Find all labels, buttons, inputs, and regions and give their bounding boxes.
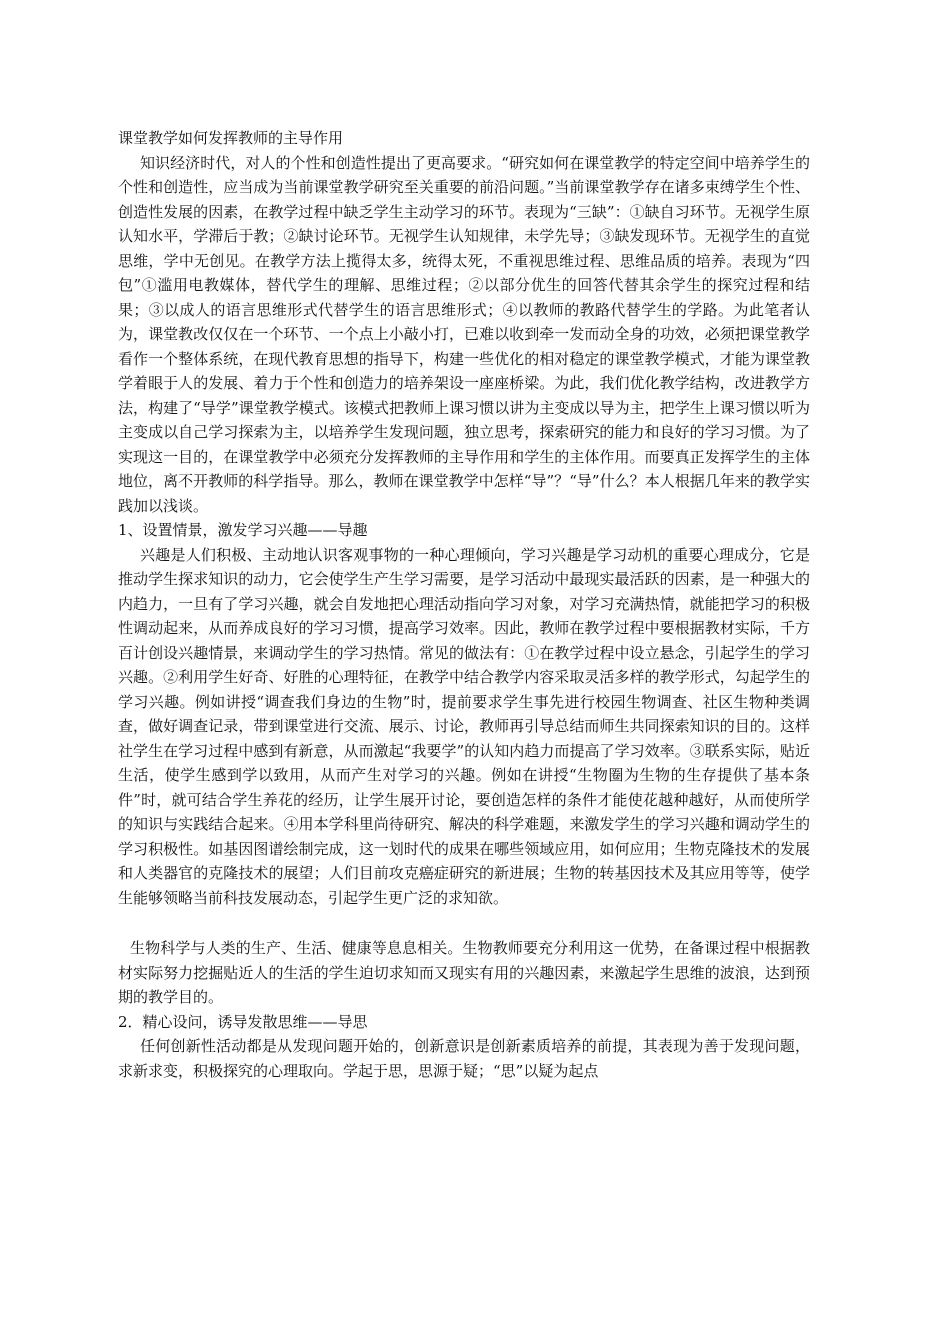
document-title: 课堂教学如何发挥教师的主导作用: [118, 129, 344, 147]
section-2-paragraph-1: 任何创新性活动都是从发现问题开始的，创新意识是创新素质培养的前提，其表现为善于发现问题，求新求变，积极探究的心理取向。学起于思，思源于疑；“思”以疑为起点: [118, 1037, 810, 1080]
document-body: [118, 126, 810, 1083]
intro-paragraph: 知识经济时代，对人的个性和创造性提出了更高要求。“研究如何在课堂教学的特定空间中培养学生的个性和创造性，应当成为当前课堂教学研究至关重要的前沿问题。”当前课堂教学存在诸多束缚学生个性、创造性发展的因素，在教学过程中缺乏学生主动学习的环节。表现为“三缺”：①缺自习环节。无视学生原认知水平，学滞后于教；②缺讨论环节。无视学生认知规律，未学先导；③缺发现环节。无视学生的直觉思维，学中无创见。在教学方法上揽得太多，统得太死，不重视思维过程、思维品质的培养。表现为“四包”①滥用电教媒体，替代学生的理解、思维过程；②以部分优生的回答代替其余学生的探究过程和结果；③以成人的语言思维形式代替学生的语言思维形式；④以教师的教路代替学生的学路。为此笔者认为，课堂教改仅仅在一个环节、一个点上小敲小打，已难以收到牵一发而动全身的功效，必须把课堂教学看作一个整体系统，在现代教育思想的指导下，构建一些优化的相对稳定的课堂教学模式，才能为课堂教学着眼于人的发展、着力于个性和创造力的培养架设一座座桥梁。为此，我们优化教学结构，改进教学方法，构建了“导学”课堂教学模式。该模式把教师上课习惯以讲为主变成以导为主，把学生上课习惯以听为主变成以自己学习探索为主，以培养学生发现问题，独立思考，探索研究的能力和良好的学习习惯。为了实现这一目的，在课堂教学中必须充分发挥教师的主导作用和学生的主体作用。而要真正发挥学生的主体地位，离不开教师的科学指导。那么，教师在课堂教学中怎样“导”？“导”什么？本人根据几年来的教学实践加以浅谈。: [118, 153, 810, 515]
section-2-heading: 2．精心设问，诱导发散思维——导思: [118, 1012, 368, 1031]
paragraph-gap: [118, 910, 810, 936]
section-1-paragraph-2: 生物科学与人类的生产、生活、健康等息息相关。生物教师要充分利用这一优势，在备课过程中根据教材实际努力挖掘贴近人的生活的学生迫切求知而又现实有用的兴趣因素，来激起学生思维的波浪，达到预期的教学目的。: [118, 939, 810, 1006]
section-1-heading: 1、设置情景，激发学习兴趣——导趣: [118, 521, 368, 539]
section-1-paragraph-1: 兴趣是人们积极、主动地认识客观事物的一种心理倾向，学习兴趣是学习动机的重要心理成分，它是推动学生探求知识的动力，它会使学生产生学习需要，是学习活动中最现实最活跃的因素，是一种强大的内趋力，一旦有了学习兴趣，就会自发地把心理活动指向学习对象，对学习充满热情，就能把学习的积极性调动起来，从而养成良好的学习习惯，提高学习效率。因此，教师在教学过程中要根据教材实际，千方百计创设兴趣情景，来调动学生的学习热情。常见的做法有：①在教学过程中设立悬念，引起学生的学习兴趣。②利用学生好奇、好胜的心理特征，在教学中结合教学内容采取灵活多样的教学形式，勾起学生的学习兴趣。例如讲授“调查我们身边的生物”时，提前要求学生事先进行校园生物调查、社区生物种类调查，做好调查记录，带到课堂进行交流、展示、讨论，教师再引导总结而师生共同探索知识的目的。这样社学生在学习过程中感到有新意，从而激起“我要学”的认知内趋力而提高了学习效率。③联系实际，贴近生活，使学生感到学以致用，从而产生对学习的兴趣。例如在讲授“生物圈为生物的生存提供了基本条件”时，就可结合学生养花的经历，让学生展开讨论，要创造怎样的条件才能使花越种越好，从而使所学的知识与实践结合起来。④用本学科里尚待研究、解决的科学难题，来激发学生的学习兴趣和调动学生的学习积极性。如基因图谱绘制完成，这一划时代的成果在哪些领域应用，如何应用；生物克隆技术的发展和人类器官的克隆技术的展望；人们目前攻克癌症研究的新进展；生物的转基因技术及其应用等等，使学生能够领略当前科技发展动态，引起学生更广泛的求知欲。: [118, 545, 810, 907]
